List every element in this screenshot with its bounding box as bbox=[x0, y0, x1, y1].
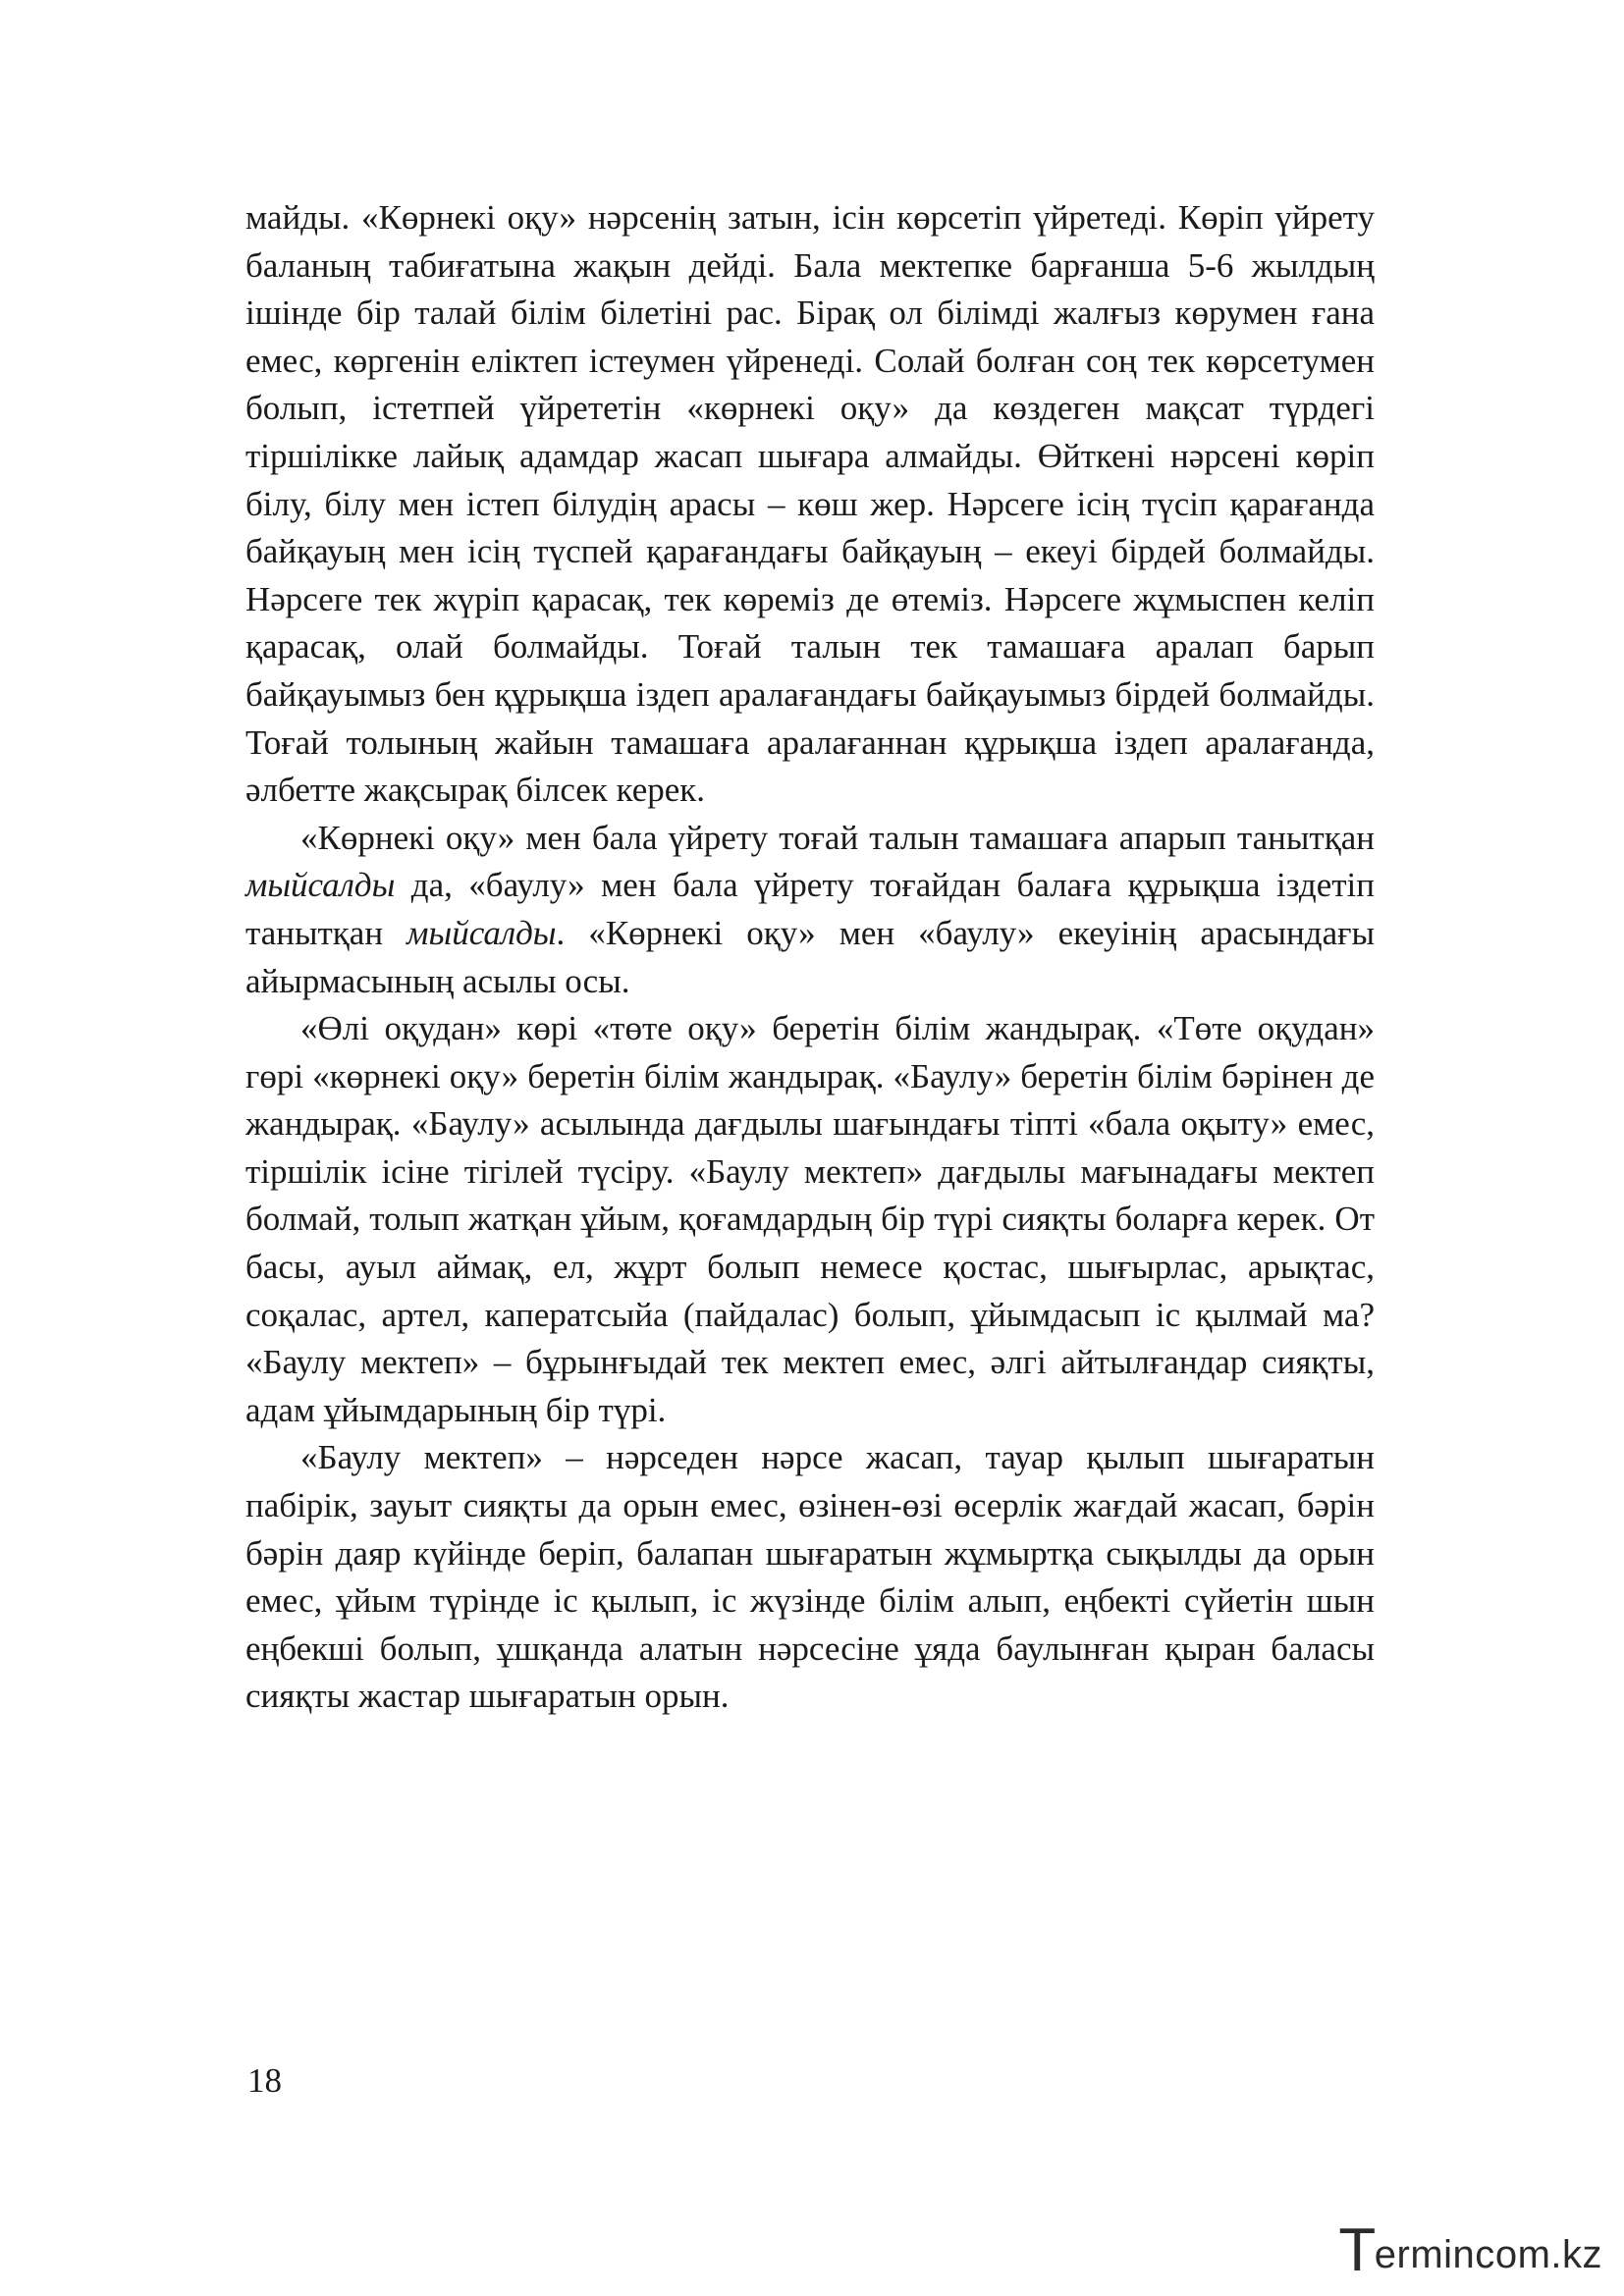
watermark-rest: erminc bbox=[1374, 2233, 1495, 2276]
paragraph-2-italic-2: мыйсалды bbox=[406, 913, 557, 952]
watermark-o: o bbox=[1494, 2233, 1518, 2276]
watermark-big-letter: T bbox=[1338, 2216, 1377, 2284]
paragraph-1 bbox=[245, 194, 1375, 815]
paragraph-1-text: майды. «Көрнекі оқу» нәрсенің затын, ісін көрсетіп үйретеді. Көріп үйрету баланың табиғатына жақын дейді. Бала мектепке барғанша 5-6 жылдың ішінде бір талай білім білетіні рас. Бірақ ол білімді жалғыз көрумен ғана емес, көргенін еліктеп істеумен үйренеді. Солай болған соң тек көрсетумен болып, істетпей үйрететін «көрнекі оқу» да көздеген мақсат түрдегі тіршілікке лайық адамдар жасап шығара алмайды. Өйткені нәрсені көріп білу, білу мен істеп білудің арасы – көш жер. Нәрсеге ісің түсіп қарағанда байқауың мен ісің түспей қарағандағы байқауың – екеуі бірдей болмайды. Нәрсеге тек жүріп қарасақ, тек көреміз де өтеміз. Нәрсеге жұмыспен келіп қарасақ, олай болмайды. Тоғай талын тек тамашаға аралап барып байқауымыз бен құрықша іздеп аралағандағы байқауымыз бірдей болмайды. Тоғай толының жайын тамашаға аралағаннан құрықша іздеп аралағанда, әлбетте жақсырақ білсек керек. bbox=[245, 198, 1375, 810]
page-number: 18 bbox=[247, 2061, 282, 2100]
paragraph-2-part-1: «Көрнекі оқу» мен бала үйрету тоғай талын тамашаға апарып танытқан bbox=[300, 818, 1375, 857]
paragraph-2-part-3: да, «баулу» мен бала үйрету тоғайдан балаға құрықша іздетіп танытқан bbox=[245, 866, 1375, 952]
paragraph-3 bbox=[245, 1005, 1375, 1434]
paragraph-3-text: «Өлі оқудан» көрі «төте оқу» беретін білім жандырақ. «Төте оқудан» гөрі «көрнекі оқу» беретін білім жандырақ. «Баулу» беретін білім бәрінен де жандырақ. «Баулу» асылында дағдылы шағындағы тіпті «бала оқыту» емес, тіршілік ісіне тігілей түсіру. «Баулу мектеп» дағдылы мағынадағы мектеп болмай, толып жатқан ұйым, қоғамдардың бір түрі сияқты боларға керек. От басы, ауыл аймақ, ел, жұрт болып немесе қостас, шығырлас, арықтас, соқалас, артел, каператсыйа (пайдалас) болып, ұйымдасып іс қылмай ма? «Баулу мектеп» – бұрынғыдай тек мектеп емес, әлгі айтылғандар сияқты, адам ұйымдарының бір түрі. bbox=[245, 1009, 1375, 1429]
body-text bbox=[245, 194, 1375, 1721]
watermark-tail: m.kz bbox=[1517, 2233, 1602, 2276]
termincom-watermark-logo bbox=[1338, 2216, 1602, 2284]
paragraph-2 bbox=[245, 815, 1375, 1005]
paragraph-2-italic-1: мыйсалды bbox=[245, 866, 396, 905]
paragraph-2-part-5: . «Көрнекі оқу» мен «баулу» екеуінің арасындағы айырмасының асылы осы. bbox=[245, 913, 1376, 1000]
paragraph-4 bbox=[245, 1434, 1375, 1721]
paragraph-4-text: «Баулу мектеп» – нәрседен нәрсе жасап, тауар қылып шығаратын пабірік, зауыт сияқты да орын емес, өзінен-өзі өсерлік жағдай жасап, бәрін бәрін даяр күйінде беріп, балапан шығаратын жұмыртқа сықылды да орын емес, ұйым түрінде іс қылып, іс жүзінде білім алып, еңбекті сүйетін шын еңбекші болып, ұшқанда алатын нәрсесіне ұяда баулынған қыран баласы сияқты жастар шығаратын орын. bbox=[245, 1438, 1375, 1716]
